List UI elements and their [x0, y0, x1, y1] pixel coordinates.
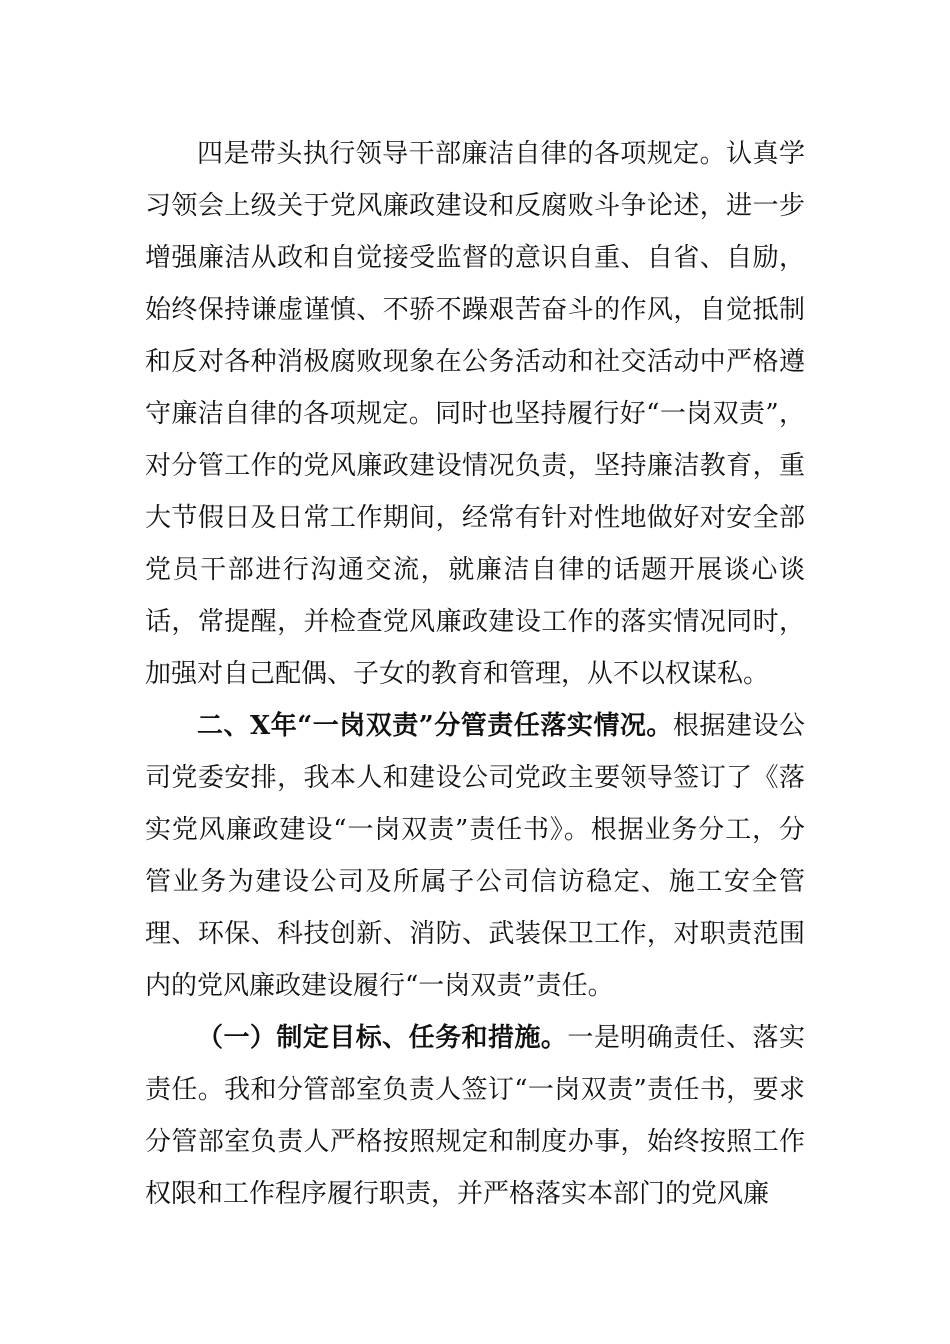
document-page — [145, 128, 805, 1220]
paragraph-self-discipline — [145, 128, 805, 700]
paragraph-text: 一是明确责任、落实责任。我和分管部室负责人签订“一岗双责”责任书，要求分管部室负责人严格按照规定和制度办事，始终按照工作权限和工作程序履行职责，并严格落实本部门的党风廉 — [145, 1023, 805, 1209]
subsection-heading: （一）制定目标、任务和措施。 — [197, 1023, 568, 1053]
paragraph-section-two — [145, 700, 805, 1012]
paragraph-subsection-one — [145, 1012, 805, 1220]
paragraph-text: 根据建设公司党委安排，我本人和建设公司党政主要领导签订了《落实党风廉政建设“一岗双责”责任书》。根据业务分工，分管业务为建设公司及所属子公司信访稳定、施工安全管理、环保、科技创新、消防、武装保卫工作，对职责范围内的党风廉政建设履行“一岗双责”责任。 — [145, 711, 805, 1001]
paragraph-text: 四是带头执行领导干部廉洁自律的各项规定。认真学习领会上级关于党风廉政建设和反腐败斗争论述，进一步增强廉洁从政和自觉接受监督的意识自重、自省、自励，始终保持谦虚谨慎、不骄不躁艰苦奋斗的作风，自觉抵制和反对各种消极腐败现象在公务活动和社交活动中严格遵守廉洁自律的各项规定。同时也坚持履行好“一岗双责”，对分管工作的党风廉政建设情况负责，坚持廉洁教育，重大节假日及日常工作期间，经常有针对性地做好对安全部党员干部进行沟通交流，就廉洁自律的话题开展谈心谈话，常提醒，并检查党风廉政建设工作的落实情况同时，加强对自己配偶、子女的教育和管理，从不以权谋私。 — [145, 139, 805, 689]
section-heading: 二、X年“一岗双责”分管责任落实情况。 — [197, 711, 673, 741]
